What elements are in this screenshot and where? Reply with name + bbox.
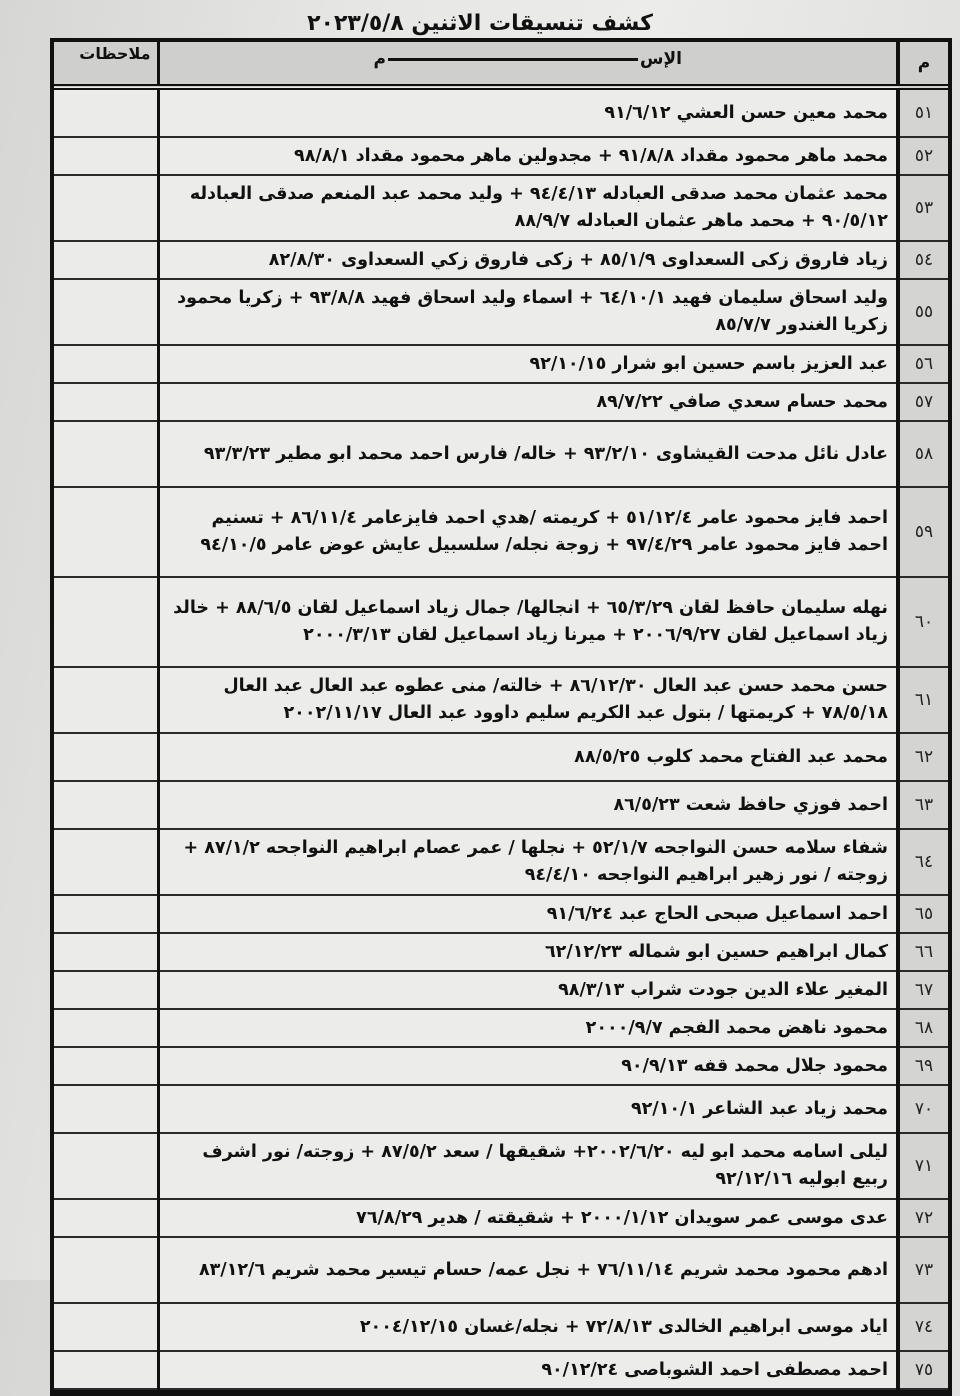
row-number: ٦٠	[898, 577, 948, 667]
table-row	[54, 733, 948, 781]
table-row	[54, 137, 948, 175]
row-notes	[54, 781, 158, 829]
row-number: ٥٨	[898, 421, 948, 487]
row-notes	[54, 279, 158, 345]
table-row	[54, 577, 948, 667]
row-number: ٦٢	[898, 733, 948, 781]
row-notes	[54, 487, 158, 577]
table-row	[54, 1199, 948, 1237]
row-notes	[54, 829, 158, 895]
table-row	[54, 87, 948, 137]
table-row	[54, 1085, 948, 1133]
row-notes	[54, 345, 158, 383]
row-notes	[54, 241, 158, 279]
row-number: ٥٧	[898, 383, 948, 421]
row-name-details: وليد اسحاق سليمان فهيد ٦٤/١٠/١ + اسماء وليد اسحاق فهيد ٩٣/٨/٨ + زكريا محمود زكريا الغندور ٨٥/٧/٧	[158, 279, 898, 345]
row-number: ٧٠	[898, 1085, 948, 1133]
row-number: ٥٢	[898, 137, 948, 175]
row-name-details: اياد موسى ابراهيم الخالدى ٧٢/٨/١٣ + نجله/غسان ٢٠٠٤/١٢/١٥	[158, 1303, 898, 1351]
row-number: ٥٣	[898, 175, 948, 241]
row-name-details: كمال ابراهيم حسين ابو شماله ٦٢/١٢/٢٣	[158, 933, 898, 971]
table-row	[54, 667, 948, 733]
row-notes	[54, 1303, 158, 1351]
row-notes	[54, 421, 158, 487]
tatweel-stroke	[388, 58, 638, 61]
row-number: ٦٤	[898, 829, 948, 895]
row-name-details: محمد عبد الفتاح محمد كلوب ٨٨/٥/٢٥	[158, 733, 898, 781]
table-row	[54, 1047, 948, 1085]
row-notes	[54, 895, 158, 933]
row-notes	[54, 383, 158, 421]
row-number: ٧٥	[898, 1351, 948, 1389]
row-notes	[54, 577, 158, 667]
row-number: ٥٤	[898, 241, 948, 279]
header-name	[158, 42, 898, 87]
table-row	[54, 1237, 948, 1303]
row-name-details: احمد اسماعيل صبحى الحاج عبد ٩١/٦/٢٤	[158, 895, 898, 933]
row-name-details: عبد العزيز باسم حسين ابو شرار ٩٢/١٠/١٥	[158, 345, 898, 383]
row-name-details: احمد مصطفى احمد الشوباصى ٩٠/١٢/٢٤	[158, 1351, 898, 1389]
page-title: كشف تنسيقات الاثنين ٢٠٢٣/٥/٨	[307, 11, 653, 36]
table-row	[54, 487, 948, 577]
table-row	[54, 279, 948, 345]
row-notes	[54, 667, 158, 733]
coordination-table	[54, 42, 948, 1390]
table-row	[54, 933, 948, 971]
table-row	[54, 1351, 948, 1389]
row-notes	[54, 1085, 158, 1133]
row-name-details: احمد فوزي حافظ شعت ٨٦/٥/٢٣	[158, 781, 898, 829]
row-name-details: نهله سليمان حافظ لقان ٦٥/٣/٢٩ + انجالها/ جمال زياد اسماعيل لقان ٨٨/٦/٥ + خالد زياد اسماعيل لقان ٢٠٠٦/٩/٢٧ + ميرنا زياد اسماعيل لقان ٢٠٠٠/٣/١٣	[158, 577, 898, 667]
table-row	[54, 781, 948, 829]
row-name-details: محمد معين حسن العشي ٩١/٦/١٢	[158, 87, 898, 137]
row-notes	[54, 137, 158, 175]
row-notes	[54, 1351, 158, 1389]
table-row	[54, 1303, 948, 1351]
table-row	[54, 971, 948, 1009]
table-header-row	[54, 42, 948, 87]
row-notes	[54, 1237, 158, 1303]
row-name-details: عادل نائل مدحت القيشاوى ٩٣/٢/١٠ + خاله/ فارس احمد محمد ابو مطير ٩٣/٣/٢٣	[158, 421, 898, 487]
row-number: ٦٩	[898, 1047, 948, 1085]
row-number: ٧١	[898, 1133, 948, 1199]
row-notes	[54, 1047, 158, 1085]
table-row	[54, 1009, 948, 1047]
row-number: ٥٦	[898, 345, 948, 383]
table-row	[54, 175, 948, 241]
row-name-details: محمد حسام سعدي صافي ٨٩/٧/٢٢	[158, 383, 898, 421]
table-row	[54, 421, 948, 487]
row-number: ٥٩	[898, 487, 948, 577]
header-number: م	[898, 42, 948, 87]
row-notes	[54, 1199, 158, 1237]
row-name-details: محمد زياد عبد الشاعر ٩٢/١٠/١	[158, 1085, 898, 1133]
header-notes: ملاحظات	[54, 42, 158, 87]
row-number: ٧٤	[898, 1303, 948, 1351]
row-number: ٦٧	[898, 971, 948, 1009]
table-row	[54, 895, 948, 933]
table-body	[54, 87, 948, 1389]
header-name-end: م	[373, 49, 386, 69]
row-name-details: المغير علاء الدين جودت شراب ٩٨/٣/١٣	[158, 971, 898, 1009]
row-notes	[54, 87, 158, 137]
row-notes	[54, 933, 158, 971]
row-name-details: محمود جلال محمد قفه ٩٠/٩/١٣	[158, 1047, 898, 1085]
row-name-details: شفاء سلامه حسن النواجحه ٥٢/١/٧ + نجلها / عمر عصام ابراهيم النواجحه ٨٧/١/٢ + زوجته / نور زهير ابراهيم النواجحه ٩٤/٤/١٠	[158, 829, 898, 895]
row-number: ٧٣	[898, 1237, 948, 1303]
table-row	[54, 241, 948, 279]
row-number: ٦٨	[898, 1009, 948, 1047]
row-name-details: احمد فايز محمود عامر ٥١/١٢/٤ + كريمته /هدي احمد فايزعامر ٨٦/١١/٤ + تسنيم احمد فايز محمود عامر ٩٧/٤/٢٩ + زوجة نجله/ سلسبيل عايش عوض عامر ٩٤/١٠/٥	[158, 487, 898, 577]
row-name-details: محمود ناهض محمد الفجم ٢٠٠٠/٩/٧	[158, 1009, 898, 1047]
row-name-details: ليلى اسامه محمد ابو ليه ٢٠٠٢/٦/٢٠+ شقيقها / سعد ٨٧/٥/٢ + زوجته/ نور اشرف ربيع ابوليه ٩٢/١٢/١٦	[158, 1133, 898, 1199]
table-row	[54, 383, 948, 421]
row-name-details: محمد ماهر محمود مقداد ٩١/٨/٨ + مجدولين ماهر محمود مقداد ٩٨/٨/١	[158, 137, 898, 175]
row-number: ٦٥	[898, 895, 948, 933]
row-number: ٦٣	[898, 781, 948, 829]
row-number: ٥١	[898, 87, 948, 137]
row-name-details: زياد فاروق زكى السعداوى ٨٥/١/٩ + زكى فاروق زكي السعداوى ٨٢/٨/٣٠	[158, 241, 898, 279]
row-notes	[54, 175, 158, 241]
row-number: ٦١	[898, 667, 948, 733]
row-name-details: عدى موسى عمر سويدان ٢٠٠٠/١/١٢ + شقيقته / هدير ٧٦/٨/٢٩	[158, 1199, 898, 1237]
table-row	[54, 1133, 948, 1199]
table-row	[54, 829, 948, 895]
row-number: ٧٢	[898, 1199, 948, 1237]
table-row	[54, 345, 948, 383]
row-notes	[54, 1133, 158, 1199]
header-name-start: الإس	[640, 49, 682, 69]
row-notes	[54, 971, 158, 1009]
row-number: ٦٦	[898, 933, 948, 971]
row-number: ٥٥	[898, 279, 948, 345]
row-name-details: ادهم محمود محمد شريم ٧٦/١١/١٤ + نجل عمه/ حسام تيسير محمد شريم ٨٣/١٢/٦	[158, 1237, 898, 1303]
row-name-details: حسن محمد حسن عبد العال ٨٦/١٢/٣٠ + خالته/ منى عطوه عبد العال عبد العال ٧٨/٥/١٨ + كريمتها / بتول عبد الكريم سليم داوود عبد العال ٢٠٠٢/١١/١٧	[158, 667, 898, 733]
row-notes	[54, 1009, 158, 1047]
coordination-table-frame	[50, 38, 952, 1396]
row-notes	[54, 733, 158, 781]
row-name-details: محمد عثمان محمد صدقى العبادله ٩٤/٤/١٣ + وليد محمد عبد المنعم صدقى العبادله ٩٠/٥/١٢ + محمد ماهر عثمان العبادله ٨٨/٩/٧	[158, 175, 898, 241]
